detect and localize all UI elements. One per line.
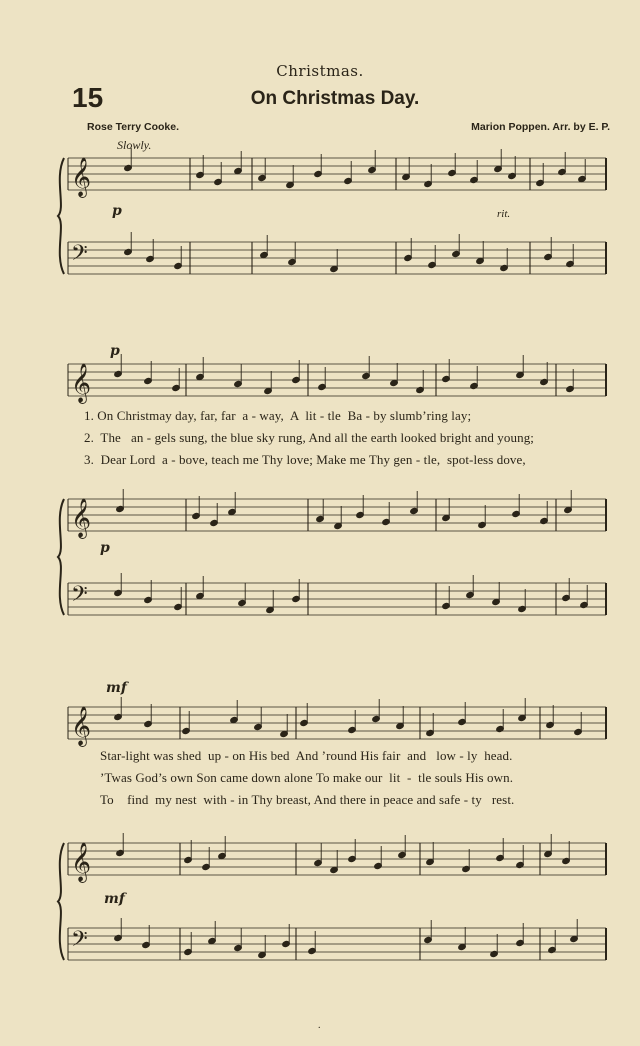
lyric-verse-3: 3. Dear Lord a - bove, teach me Thy love; Make me Thy gen - tle, spot-less dove, (84, 452, 526, 467)
treble-clef-icon: 𝄞 (71, 706, 92, 746)
composer-credit: Marion Poppen. Arr. by E. P. (471, 121, 610, 133)
author-credit: Rose Terry Cooke. (87, 121, 180, 133)
bass-clef-icon: 𝄢 (71, 582, 88, 612)
dynamic-mezzoforte-1: mf (106, 680, 127, 696)
lyric-verse-3-cont: To find my nest with - in Thy breast, And there in peace and safe - ty rest. (100, 792, 515, 807)
treble-clef-icon: 𝄞 (71, 498, 92, 538)
footer-mark: . (318, 1020, 321, 1031)
hymn-number: 15 (72, 82, 104, 113)
hymn-title: On Christmas Day. (250, 88, 420, 109)
dynamic-piano-3: p (100, 540, 110, 556)
system3-brace (58, 843, 64, 960)
treble-clef-icon: 𝄞 (71, 363, 92, 403)
dynamic-piano-1: p (112, 203, 122, 219)
lyric-verse-1: 1. On Christmay day, far, far a - way, A lit - tle Ba - by slumb’ring lay; (84, 408, 472, 423)
running-head: Christmas. (276, 62, 364, 80)
lyric-verse-1-cont: Star-light was shed up - on His bed And ’round His fair and low - ly head. (100, 748, 513, 763)
system2-brace (58, 499, 64, 615)
treble-clef-icon: 𝄞 (71, 157, 92, 197)
system1-brace (58, 158, 64, 274)
lyric-verse-2: 2. The an - gels sung, the blue sky rung, And all the earth looked bright and young; (84, 430, 535, 445)
dynamic-mezzoforte-2: mf (104, 891, 125, 907)
ritardando-marking: rit. (497, 208, 511, 220)
treble-clef-icon: 𝄞 (71, 842, 92, 882)
lyric-verse-2-cont: ’Twas God’s own Son came down alone To make our lit - tle souls His own. (100, 770, 514, 785)
bass-clef-icon: 𝄢 (71, 927, 88, 957)
dynamic-piano-2: p (110, 343, 120, 359)
tempo-marking: Slowly. (117, 138, 152, 152)
bass-clef-icon: 𝄢 (71, 241, 88, 271)
